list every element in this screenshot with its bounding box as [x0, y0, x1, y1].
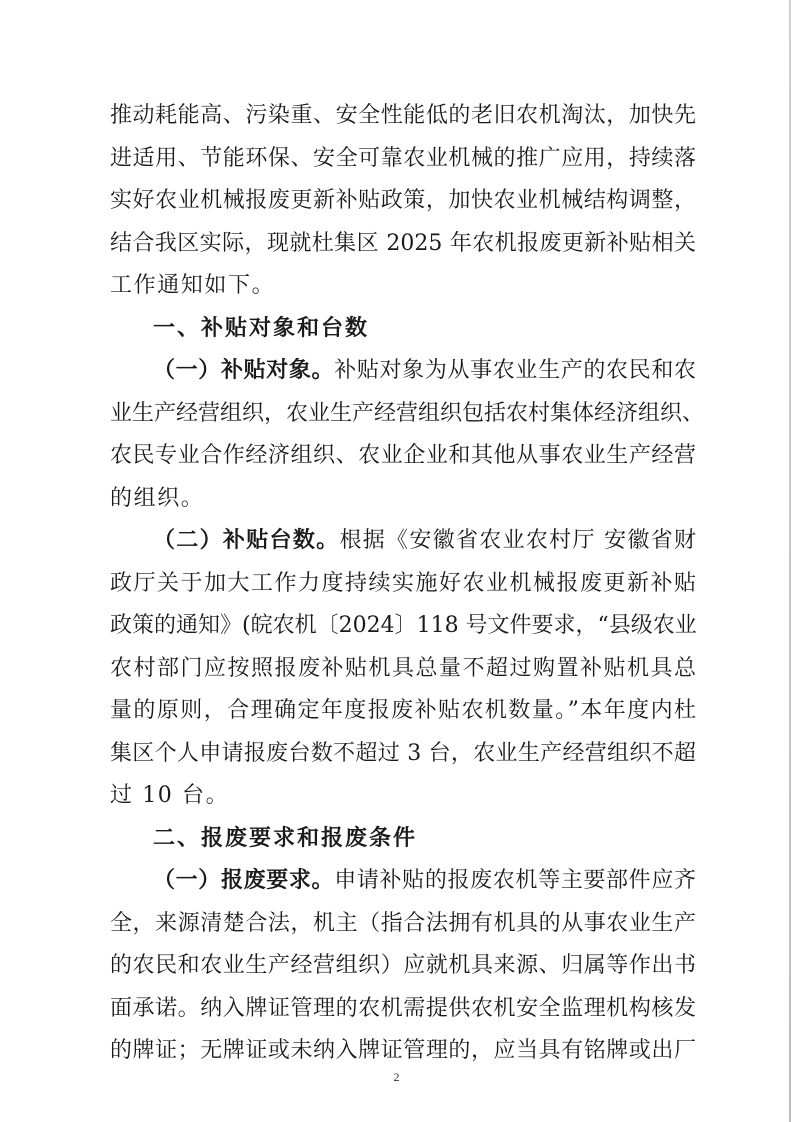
- body-text-line: 业生产经营组织，农业生产经营组织包括农村集体经济组织、: [110, 401, 705, 426]
- body-text-line: 实好农业机械报废更新补贴政策，加快农业机械结构调整，: [110, 188, 696, 213]
- body-text-line: 集区个人申请报废台数不超过 3 台，农业生产经营组织不超: [110, 741, 696, 766]
- body-text-line: 过 10 台。: [110, 783, 230, 808]
- body-text-line: 全，来源清楚合法，机主（指合法拥有机具的从事农业生产: [110, 911, 696, 936]
- paragraph-first-line: [153, 351, 696, 391]
- body-text-line: 的农民和农业生产经营组织）应就机具来源、归属等作出书: [110, 953, 696, 978]
- section-heading: 一、补贴对象和台数: [153, 316, 370, 341]
- body-text-line: 政厅关于加大工作力度持续实施好农业机械报废更新补贴: [110, 571, 696, 596]
- body-text-line: 农民专业合作经济组织、农业企业和其他从事农业生产经营: [110, 443, 696, 468]
- scan-edge: [789, 0, 791, 1122]
- body-text-line: 量的原则，合理确定年度报废补贴农机数量。”本年度内杜: [110, 698, 696, 723]
- paragraph-text: 申请补贴的报废农机等主要部件应齐: [334, 868, 696, 893]
- body-text-line: 推动耗能高、污染重、安全性能低的老旧农机淘汰，加快先: [110, 103, 696, 128]
- paragraph-text: 根据《安徽省农业农村厅 安徽省财: [339, 528, 696, 553]
- paragraph-first-line: [153, 521, 696, 561]
- body-text-line: 政策的通知》(皖农机〔2024〕118 号文件要求，“县级农业: [110, 613, 697, 638]
- body-text-line: 的组织。: [110, 486, 205, 511]
- paragraph-lead: （二）补贴台数。: [153, 528, 340, 553]
- page-number: 2: [393, 1070, 400, 1084]
- paragraph-first-line: [153, 861, 696, 901]
- body-text-line: 面承诺。纳入牌证管理的农机需提供农机安全监理机构核发: [110, 996, 696, 1021]
- body-text-line: 农村部门应按照报废补贴机具总量不超过购置补贴机具总: [110, 656, 696, 681]
- body-text-line: 进适用、节能环保、安全可靠农业机械的推广应用，持续落: [110, 146, 696, 171]
- paragraph-lead: （一）补贴对象。: [153, 358, 335, 383]
- paragraph-lead: （一）报废要求。: [153, 868, 335, 893]
- body-text-line: 结合我区实际，现就杜集区 2025 年农机报废更新补贴相关: [110, 231, 696, 256]
- section-heading: 二、报废要求和报废条件: [153, 826, 418, 851]
- body-text-line: 工作通知如下。: [110, 273, 276, 298]
- body-text-line: 的牌证；无牌证或未纳入牌证管理的，应当具有铭牌或出厂: [110, 1038, 696, 1063]
- paragraph-text: 补贴对象为从事农业生产的农民和农: [334, 358, 696, 383]
